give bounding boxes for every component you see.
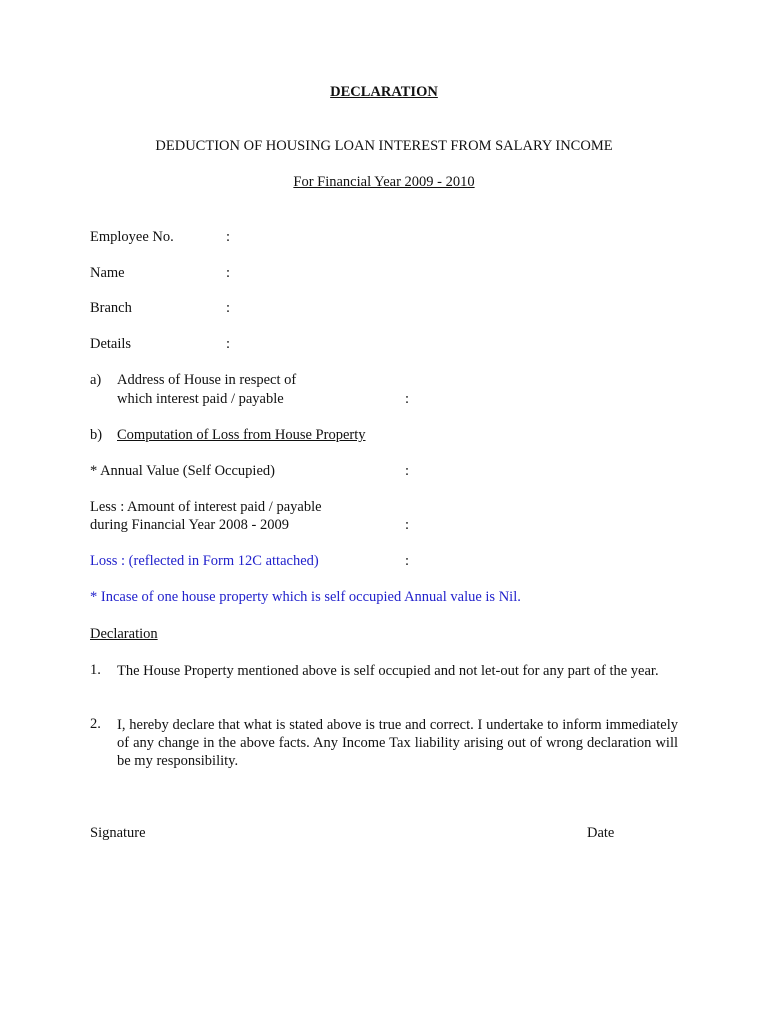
address-line-2: which interest paid / payable <box>117 391 284 407</box>
item-b-marker: b) <box>90 427 103 443</box>
item-a-marker: a) <box>90 372 102 388</box>
employee-no-colon: : <box>226 229 231 245</box>
loss-label: Loss : (reflected in Form 12C attached) <box>90 553 319 569</box>
financial-year: For Financial Year 2009 - 2010 <box>293 174 475 190</box>
less-interest-line-1: Less : Amount of interest paid / payable <box>90 499 322 515</box>
declaration-item-1-text: The House Property mentioned above is self occupied and not let-out for any part of the year. <box>117 663 659 679</box>
declaration-item-1-number: 1. <box>90 662 101 678</box>
less-interest-colon: : <box>405 517 410 533</box>
annual-value-label: * Annual Value (Self Occupied) <box>90 463 275 479</box>
details-label: Details <box>90 336 132 352</box>
branch-colon: : <box>226 300 231 316</box>
self-occupied-note: * Incase of one house property which is self occupied Annual value is Nil. <box>90 589 521 605</box>
declaration-item-2-text: I, hereby declare that what is stated above is true and correct. I undertake to inform immediately of any change in the above facts. Any Income Tax liability arising out of wrong declaration will be my responsibility. <box>117 717 678 769</box>
name-colon: : <box>226 265 231 281</box>
address-line-1: Address of House in respect of <box>117 372 297 388</box>
signature-label: Signature <box>90 825 146 841</box>
document-subtitle: DEDUCTION OF HOUSING LOAN INTEREST FROM SALARY INCOME <box>155 138 613 154</box>
computation-heading: Computation of Loss from House Property <box>117 427 366 443</box>
loss-colon: : <box>405 553 410 569</box>
declaration-heading: Declaration <box>90 626 158 642</box>
employee-no-label: Employee No. <box>90 229 174 245</box>
branch-label: Branch <box>90 300 132 316</box>
declaration-item-2-number: 2. <box>90 716 101 732</box>
financial-year-wrap <box>0 174 768 191</box>
annual-value-colon: : <box>405 463 410 479</box>
less-interest-line-2: during Financial Year 2008 - 2009 <box>90 517 289 533</box>
document-title: DECLARATION <box>330 84 438 100</box>
details-colon: : <box>226 336 231 352</box>
date-label: Date <box>587 825 615 841</box>
address-colon: : <box>405 391 410 407</box>
name-label: Name <box>90 265 125 281</box>
